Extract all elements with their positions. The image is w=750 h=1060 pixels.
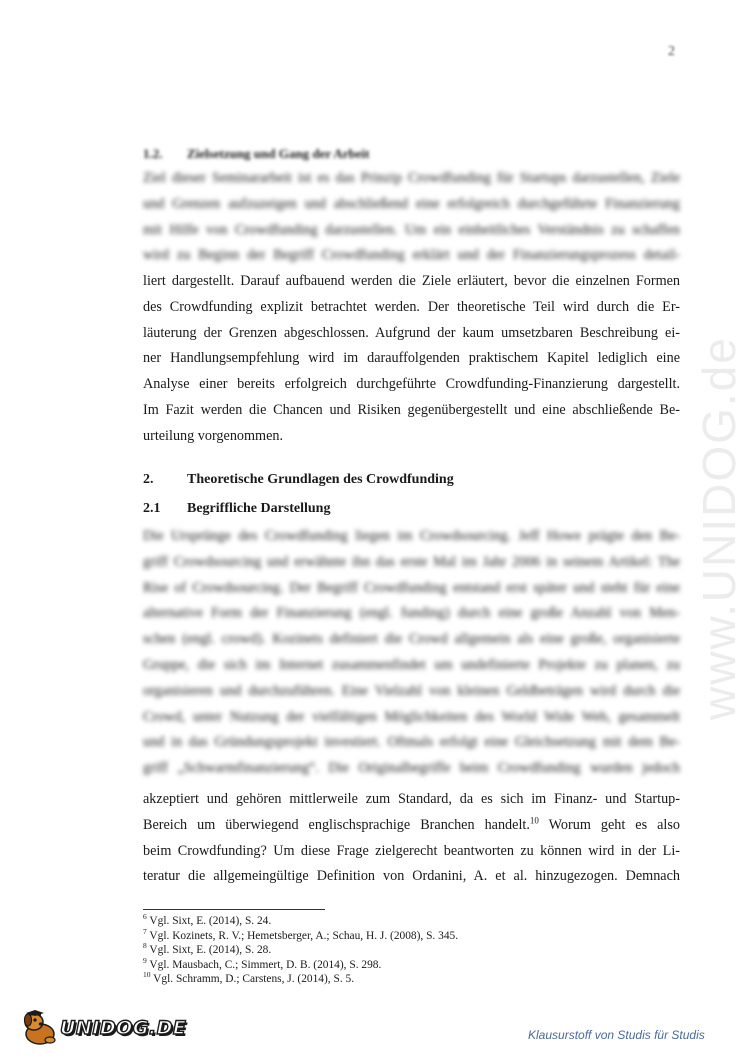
text-line: und Grenzen aufzuzeigen und abschließend eine erfolgreich durchgeführte Finanzierung	[143, 195, 680, 212]
logo-text: UNIDOG.DE	[60, 1017, 187, 1039]
text-line: Gruppe, die sich im Internet zusammenfindet um undefinierte Projekte zu planen, zu	[143, 656, 680, 673]
footnote-text: Vgl. Kozinets, R. V.; Hemetsberger, A.; Schau, H. J. (2008), S. 345.	[149, 929, 459, 942]
page-number: 2	[668, 44, 675, 59]
text-line: Crowd, unter Nutzung der vielfältigen Möglichkeiten des World Wide Web, gesammelt	[143, 708, 680, 725]
watermark-text: www.UNIDOG.de	[693, 336, 745, 720]
footnote	[143, 955, 458, 973]
section-title: Zielsetzung und Gang der Arbeit	[187, 146, 370, 161]
footnote-divider	[143, 909, 325, 910]
text-line: Ziel dieser Seminararbeit ist es das Prinzip Crowdfunding für Startups darzustellen, Ziele	[143, 170, 680, 186]
footnote-text: Vgl. Sixt, E. (2014), S. 28.	[149, 944, 272, 957]
text-fragment: Worum geht es also	[548, 816, 680, 833]
footnote-number: 9	[143, 955, 147, 965]
footnote	[143, 926, 459, 944]
dog-mascot-icon	[20, 1010, 58, 1046]
text-line: griff „Schwarmfinanzierung“. Die Originalbegriffe beim Crowdfunding wurden jedoch	[143, 760, 680, 777]
text-line: und in das Gründungsprojekt investiert. Oftmals erfolgt eine Gleichsetzung mit dem Be-	[143, 734, 680, 751]
text-line: Die Ursprünge des Crowdfunding liegen im Crowdsourcing. Jeff Howe prägte den Be-	[143, 528, 680, 544]
text-line: teratur die allgemeingültige Definition von Ordanini, A. et al. hinzugezogen. Demnach	[143, 868, 680, 885]
section-2-1-heading	[143, 501, 330, 517]
footnote-reference: 10	[529, 815, 539, 826]
text-line: urteilung vorgenommen.	[143, 427, 284, 444]
footnote	[143, 972, 458, 987]
section-number: 2.1	[143, 501, 161, 516]
text-line: organisieren und durchzuführen. Eine Vielzahl von kleinen Geldbeträgen wird durch die	[143, 682, 680, 699]
text-line: liert dargestellt. Darauf aufbauend werden die Ziele erläutert, bevor die einzelnen Formen	[143, 273, 680, 289]
text-fragment: Bereich um überwiegend englischsprachige Branchen handelt.	[143, 816, 530, 833]
footnote-number: 10	[143, 970, 151, 980]
text-line: akzeptiert und gehören mittlerweile zum Standard, da es sich im Finanz- und Startup-	[143, 791, 680, 807]
text-line: wird zu Beginn der Begriff Crowdfunding erklärt und der Finanzierungsprozess detail-	[143, 247, 680, 264]
text-line: mit Hilfe von Crowdfunding darzustellen. Um ein einheitliches Verständnis zu schaffen	[143, 221, 680, 238]
text-line: Im Fazit werden die Chancen und Risiken gegenübergestellt und eine abschließende Be-	[143, 401, 680, 418]
tagline: Klausurstoff von Studis für Studis	[528, 1028, 705, 1042]
footnote	[143, 914, 458, 929]
text-line: Analyse einer bereits erfolgreich durchgeführte Crowdfunding-Finanzierung dargestellt.	[143, 376, 680, 393]
text-line: alternative Form der Finanzierung (engl. funding) durch eine große Anzahl von Men-	[143, 605, 680, 622]
text-line: schen (engl. crowd). Kozinets definiert die Crowd allgemein als eine große, organisierte	[143, 631, 680, 648]
text-line	[143, 813, 680, 839]
text-line: läuterung der Grenzen abgeschlossen. Aufgrund der kaum umsetzbaren Beschreibung ei-	[143, 324, 680, 341]
text-line: beim Crowdfunding? Um diese Frage zielgerecht beantworten zu können wird in der Li-	[143, 842, 680, 859]
section-1-2-heading	[143, 146, 370, 162]
text-line: ner Handlungsempfehlung wird im darauffolgenden praktischem Kapitel lediglich eine	[143, 350, 680, 367]
footnote	[143, 943, 458, 958]
footnotes	[143, 914, 458, 987]
unidog-logo	[20, 1010, 186, 1046]
footnote-number: 8	[143, 941, 147, 951]
section-number: 2.	[143, 472, 154, 487]
section-2-1-paragraph	[143, 787, 680, 890]
text-line: griff Crowdsourcing und erwähnte ihn das erste Mal im Jahr 2006 in seinem Artikel: The	[143, 553, 680, 570]
footnote-text: Vgl. Schramm, D.; Carstens, J. (2014), S. 5.	[153, 973, 355, 986]
section-title: Begriffliche Darstellung	[187, 501, 331, 516]
footnote-text: Vgl. Mausbach, C.; Simmert, D. B. (2014), S. 298.	[149, 958, 382, 971]
footnote-number: 6	[143, 912, 147, 922]
section-number: 1.2.	[143, 146, 163, 161]
footnote-number: 7	[143, 926, 147, 936]
section-2-heading	[143, 472, 454, 488]
section-1-2-paragraph	[143, 269, 680, 450]
section-title: Theoretische Grundlagen des Crowdfunding	[187, 472, 454, 487]
section-2-1-blurred-text	[143, 524, 680, 782]
section-1-2-blurred-text	[143, 166, 680, 269]
text-line: des Crowdfunding explizit betrachtet werden. Der theoretische Teil wird durch die Er-	[143, 298, 680, 315]
text-line: Rise of Crowdsourcing. Der Begriff Crowdfunding entstand erst später und steht für eine	[143, 579, 680, 596]
footnote-text: Vgl. Sixt, E. (2014), S. 24.	[149, 915, 272, 927]
